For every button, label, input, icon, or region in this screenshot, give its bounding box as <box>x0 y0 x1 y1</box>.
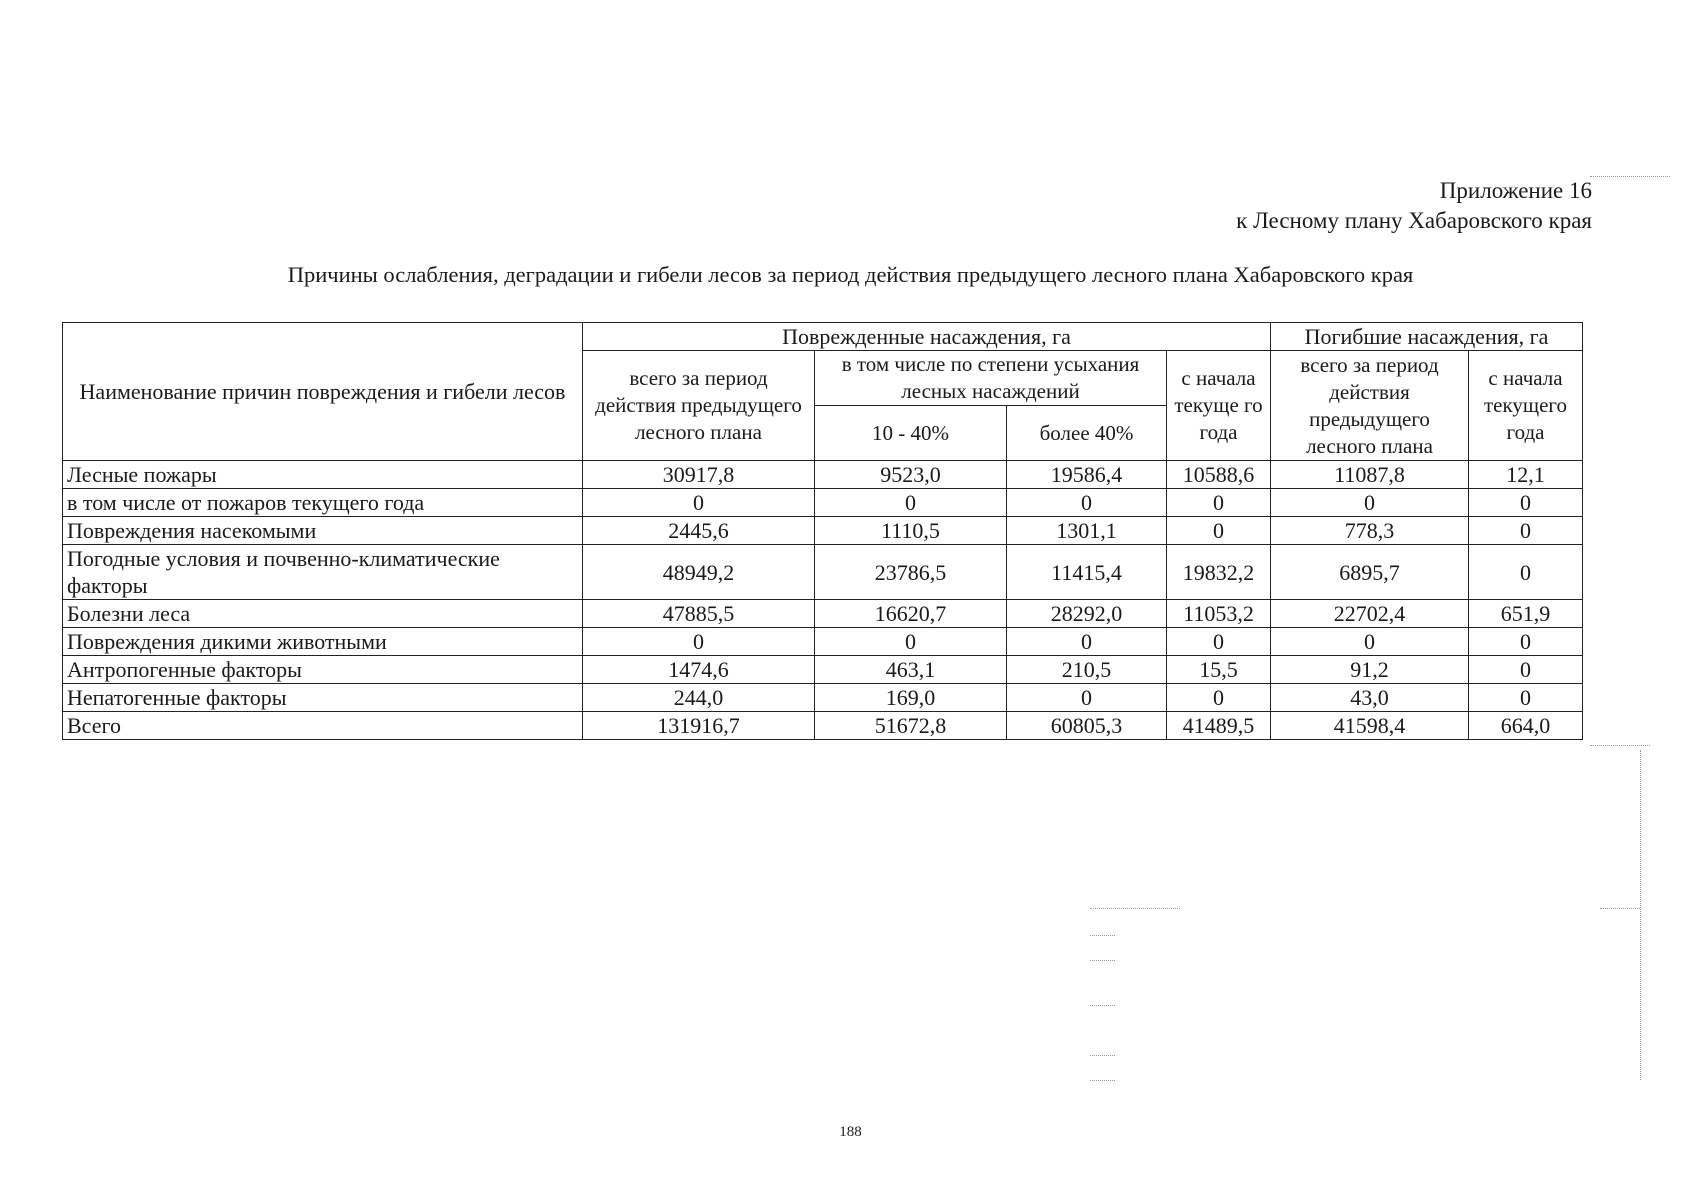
cell-10-40: 0 <box>815 628 1007 656</box>
header-cause-name: Наименование причин повреждения и гибели лесов <box>63 323 583 461</box>
scan-artifact <box>1090 1080 1115 1081</box>
table-row <box>63 684 1583 712</box>
cell-over-40: 11415,4 <box>1007 545 1167 600</box>
cell-dead-total: 22702,4 <box>1271 600 1469 628</box>
cell-total: 47885,5 <box>583 600 815 628</box>
scan-artifact <box>1090 1005 1115 1006</box>
cell-dead-total: 0 <box>1271 628 1469 656</box>
row-name: Погодные условия и почвенно-климатические факторы <box>63 545 583 600</box>
cell-total: 131916,7 <box>583 712 815 740</box>
cell-total: 48949,2 <box>583 545 815 600</box>
cell-10-40: 0 <box>815 489 1007 517</box>
cell-dead-total: 6895,7 <box>1271 545 1469 600</box>
cell-over-40: 0 <box>1007 628 1167 656</box>
table-row <box>63 489 1583 517</box>
appendix-reference: к Лесному плану Хабаровского края <box>1236 208 1592 233</box>
row-name: Повреждения насекомыми <box>63 517 583 545</box>
cell-dead-total: 41598,4 <box>1271 712 1469 740</box>
header-dead-total-prev-plan: всего за период действия предыдущего лесного плана <box>1271 351 1469 461</box>
cell-total: 0 <box>583 489 815 517</box>
cell-10-40: 9523,0 <box>815 461 1007 489</box>
cell-since-year: 0 <box>1167 489 1271 517</box>
header-group-damaged: Поврежденные насаждения, га <box>583 323 1271 351</box>
header-over-40: более 40% <box>1007 406 1167 461</box>
cell-since-year: 41489,5 <box>1167 712 1271 740</box>
cell-since-year: 0 <box>1167 628 1271 656</box>
header-dead-since-year: с начала текущего года <box>1469 351 1583 461</box>
cell-10-40: 169,0 <box>815 684 1007 712</box>
appendix-header <box>1236 176 1592 236</box>
cell-since-year: 10588,6 <box>1167 461 1271 489</box>
cell-dead-total: 43,0 <box>1271 684 1469 712</box>
cell-10-40: 463,1 <box>815 656 1007 684</box>
header-since-year: с начала текуще го года <box>1167 351 1271 461</box>
cell-total: 1474,6 <box>583 656 815 684</box>
scan-artifact <box>1090 1055 1115 1056</box>
cell-over-40: 60805,3 <box>1007 712 1167 740</box>
row-name: Повреждения дикими животными <box>63 628 583 656</box>
row-name: в том числе от пожаров текущего года <box>63 489 583 517</box>
cell-total: 244,0 <box>583 684 815 712</box>
document-title: Причины ослабления, деградации и гибели лесов за период действия предыдущего лесного плана Хабаровского края <box>287 262 1414 287</box>
cell-dead-since-year: 0 <box>1469 628 1583 656</box>
header-group-dead: Погибшие насаждения, га <box>1271 323 1583 351</box>
table-row-total <box>63 712 1583 740</box>
cell-total: 2445,6 <box>583 517 815 545</box>
row-name: Непатогенные факторы <box>63 684 583 712</box>
table-row <box>63 628 1583 656</box>
scan-artifact <box>1090 960 1115 961</box>
row-name: Лесные пожары <box>63 461 583 489</box>
header-10-40: 10 - 40% <box>815 406 1007 461</box>
cell-10-40: 1110,5 <box>815 517 1007 545</box>
cell-dead-since-year: 651,9 <box>1469 600 1583 628</box>
scan-artifact <box>1090 908 1180 909</box>
forest-damage-table <box>62 322 1583 740</box>
cell-10-40: 23786,5 <box>815 545 1007 600</box>
table-row <box>63 517 1583 545</box>
cell-over-40: 19586,4 <box>1007 461 1167 489</box>
table-row <box>63 656 1583 684</box>
cell-dead-since-year: 664,0 <box>1469 712 1583 740</box>
page-number: 188 <box>839 1124 862 1140</box>
cell-over-40: 1301,1 <box>1007 517 1167 545</box>
cell-dead-since-year: 0 <box>1469 545 1583 600</box>
cell-over-40: 210,5 <box>1007 656 1167 684</box>
cell-dead-since-year: 0 <box>1469 489 1583 517</box>
table-row <box>63 461 1583 489</box>
header-by-degree: в том числе по степени усыхания лесных насаждений <box>815 351 1167 406</box>
row-name: Антропогенные факторы <box>63 656 583 684</box>
scan-artifact <box>1590 176 1670 177</box>
cell-since-year: 0 <box>1167 684 1271 712</box>
row-name: Всего <box>63 712 583 740</box>
cell-since-year: 0 <box>1167 517 1271 545</box>
cell-dead-since-year: 12,1 <box>1469 461 1583 489</box>
scan-artifact <box>1640 750 1641 1080</box>
cell-dead-total: 11087,8 <box>1271 461 1469 489</box>
appendix-number: Приложение 16 <box>1439 178 1592 203</box>
header-total-prev-plan: всего за период действия предыдущего лесного плана <box>583 351 815 461</box>
cell-total: 0 <box>583 628 815 656</box>
cell-dead-since-year: 0 <box>1469 684 1583 712</box>
scan-artifact <box>1590 745 1650 746</box>
row-name: Болезни леса <box>63 600 583 628</box>
cell-10-40: 16620,7 <box>815 600 1007 628</box>
scan-artifact <box>1600 908 1640 909</box>
cell-dead-total: 0 <box>1271 489 1469 517</box>
cell-over-40: 28292,0 <box>1007 600 1167 628</box>
cell-dead-since-year: 0 <box>1469 517 1583 545</box>
cell-since-year: 15,5 <box>1167 656 1271 684</box>
cell-dead-since-year: 0 <box>1469 656 1583 684</box>
cell-dead-total: 91,2 <box>1271 656 1469 684</box>
cell-10-40: 51672,8 <box>815 712 1007 740</box>
cell-over-40: 0 <box>1007 489 1167 517</box>
cell-total: 30917,8 <box>583 461 815 489</box>
scan-artifact <box>1090 935 1115 936</box>
cell-since-year: 11053,2 <box>1167 600 1271 628</box>
cell-over-40: 0 <box>1007 684 1167 712</box>
table-row <box>63 545 1583 600</box>
table-row <box>63 600 1583 628</box>
cell-dead-total: 778,3 <box>1271 517 1469 545</box>
cell-since-year: 19832,2 <box>1167 545 1271 600</box>
